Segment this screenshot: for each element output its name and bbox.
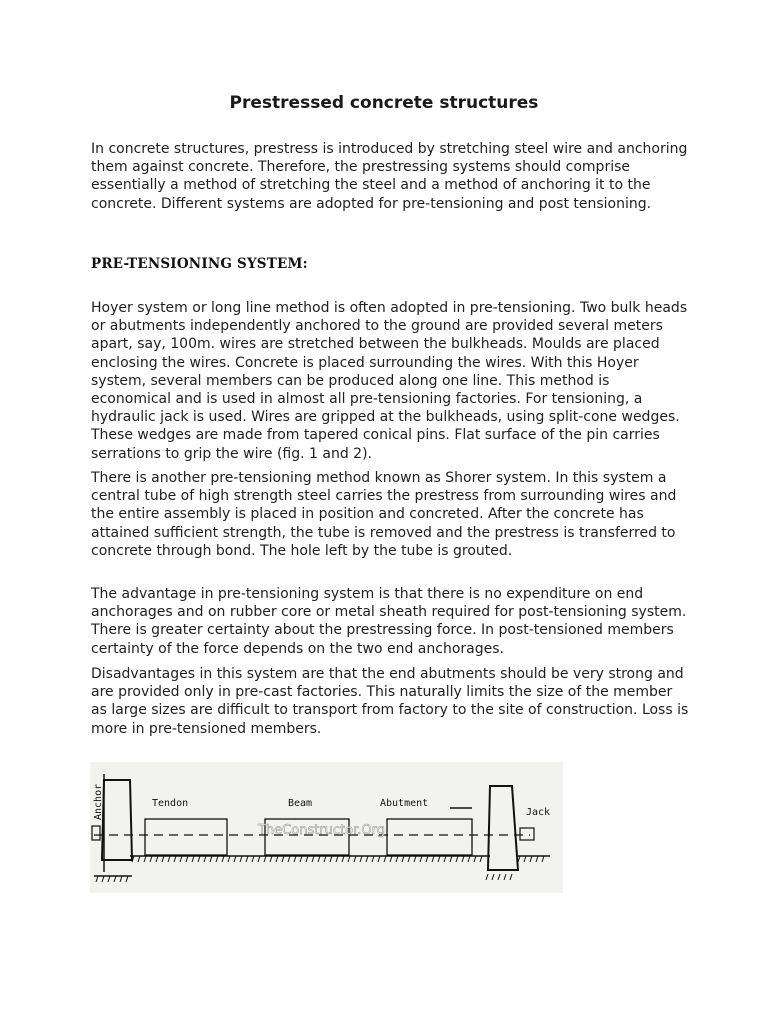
advantage-paragraph: The advantage in pre-tensioning system is that there is no expenditure on end anchorages and on rubber core or metal sheath required for post-tensioning system. There is greater certainty about the prestressing force. In post-tensioned members certainty of the force depends on the two end anchorages. (91, 586, 687, 657)
anchor-label: Anchor (93, 783, 104, 820)
pretensioning-figure (90, 762, 563, 893)
intro-paragraph: In concrete structures, prestress is introduced by stretching steel wire and anchoring them against concrete. Therefore, the prestressing systems should comprise essentially a method of stretching the steel and a method of anchoring it to the concrete. Different systems are adopted for pre-tensioning and post tensioning. (91, 141, 688, 212)
tendon-label: Tendon (152, 798, 189, 809)
abutment-label: Abutment (380, 798, 429, 809)
shorer-paragraph: There is another pre-tensioning method known as Shorer system. In this system a central tube of high strength steel carries the prestress from surrounding wires and the entire assembly is placed in position and concreted. After the concrete has attained sufficient strength, the tube is removed and the prestress is transferred to concrete through bond. The hole left by the tube is grouted. (91, 470, 677, 559)
page-title: Prestressed concrete structures (229, 93, 539, 113)
ground-hatching (96, 856, 544, 882)
disadvantage-paragraph: Disadvantages in this system are that the end abutments should be very strong and are provided only in pre-cast factories. This naturally limits the size of the member as large sizes are difficult to transport from factory to the site of construction. Loss is more in pre-tensioned members. (91, 666, 689, 737)
pretensioning-diagram (90, 762, 563, 893)
hoyer-paragraph: Hoyer system or long line method is often adopted in pre-tensioning. Two bulk heads or abutments independently anchored to the ground are provided several meters apart, say, 100m. wires are stretched between the bulkheads. Moulds are placed enclosing the wires. Concrete is placed surrounding the wires. With this Hoyer system, several members can be produced along one line. This method is economical and is used in almost all pre-tensioning factories. For tensioning, a hydraulic jack is used. Wires are gripped at the bulkheads, using split-cone wedges. These wedges are made from tapered conical pins. Flat surface of the pin carries serrations to grip the wire (fig. 1 and 2). (91, 300, 688, 462)
watermark: TheConstructor.Org (258, 823, 385, 838)
jack-label: Jack (526, 807, 551, 818)
tendon-mould (145, 819, 227, 855)
anchor-plate (92, 826, 100, 840)
abutment-mould (387, 819, 472, 855)
beam-label: Beam (288, 798, 313, 809)
left-abutment (102, 780, 132, 860)
right-abutment (488, 786, 518, 870)
jack-body (520, 828, 534, 840)
section-heading: PRE-TENSIONING SYSTEM: (91, 256, 308, 272)
